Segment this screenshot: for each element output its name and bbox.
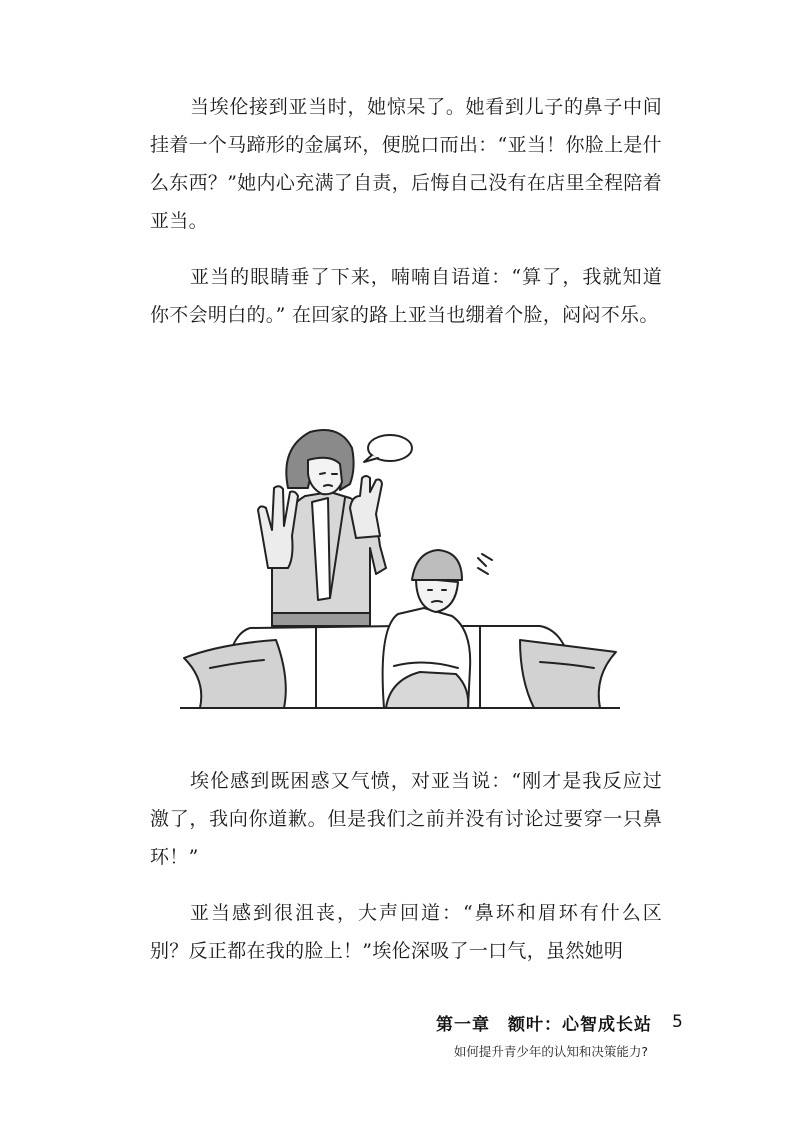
text-block-top xyxy=(150,88,662,334)
text-block-bottom xyxy=(150,762,662,970)
speech-bubble-icon xyxy=(364,435,412,462)
paragraph: 当埃伦接到亚当时，她惊呆了。她看到儿子的鼻子中间挂着一个马蹄形的金属环，便脱口而出：“亚当！你脸上是什么东西？”她内心充满了自责，后悔自己没有在店里全程陪着亚当。 xyxy=(150,96,662,232)
mother-and-son-on-sofa-illustration xyxy=(180,418,620,710)
paragraph: 埃伦感到既困惑又气愤，对亚当说：“刚才是我反应过激了，我向你道歉。但是我们之前并没有讨论过要穿一只鼻环！” xyxy=(150,770,662,868)
chapter-title: 第一章 额叶：心智成长站 xyxy=(436,1015,652,1035)
chapter-subtitle: 如何提升青少年的认知和决策能力? xyxy=(453,1044,648,1059)
paragraph: 亚当的眼睛垂了下来，喃喃自语道：“算了，我就知道你不会明白的。” 在回家的路上亚当也绷着个脸，闷闷不乐。 xyxy=(150,266,662,326)
page-number: 5 xyxy=(672,1012,683,1032)
paragraph: 亚当感到很沮丧，大声回道：“鼻环和眉环有什么区别？反正都在我的脸上！”埃伦深吸了一口气，虽然她明 xyxy=(150,902,662,962)
